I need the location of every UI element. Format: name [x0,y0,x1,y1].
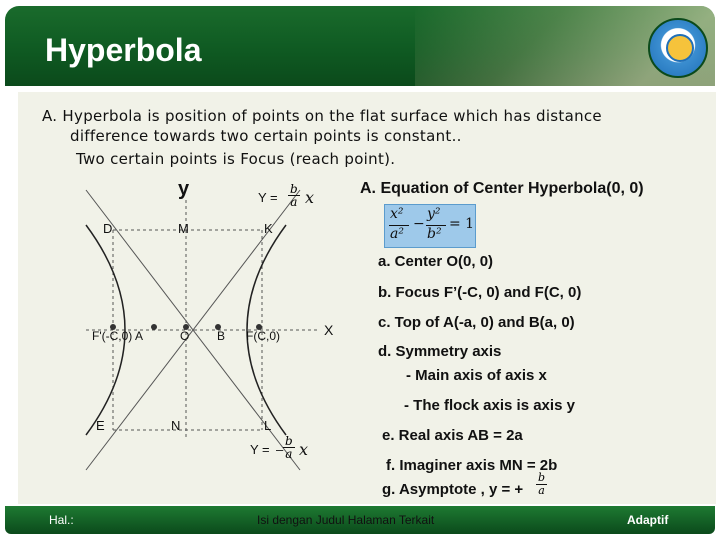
asymptote-top-fraction [288,183,300,208]
point-k-label: K [264,221,273,236]
item-d-main-axis: - Main axis of axis x [406,367,547,384]
point-m-label: M [178,221,189,236]
item-g-fraction [536,472,547,497]
origin-label: O [180,329,190,343]
footer-page-label: Hal.: [49,513,74,527]
asymptote-bottom-fraction [283,435,295,460]
eq-a-squared: a² [390,226,404,242]
footer-page-title: Isi dengan Judul Halaman Terkait [257,513,435,527]
point-d-label: D [103,221,113,236]
asymptote-bottom-den: a [285,447,293,461]
item-g-num: b [538,471,546,484]
item-g: g. Asymptote , y = + [382,481,524,498]
asymptote-bottom-sign: – [276,442,284,457]
item-f: f. Imaginer axis MN = 2b [386,457,558,474]
x-axis-label: X [324,322,334,338]
item-g-den: a [538,484,545,497]
intro-line-3: Two certain points is Focus (reach point). [76,150,396,168]
point-e-label: E [96,418,105,433]
eq-minus: − [413,216,425,232]
asymptote-top-den: a [290,195,298,209]
focus-right-label: F(C,0) [246,329,280,343]
equation-box [384,204,476,248]
footer-adaptif: Adaptif [627,513,669,527]
item-d-flock-axis: - The flock axis is axis y [404,397,575,414]
point-n-label: N [171,418,181,433]
eq-y-squared: y² [427,206,441,222]
item-a: a. Center O(0, 0) [378,253,494,270]
asymptote-top-prefix: Y = [258,190,278,205]
asymptote-bottom-num: b [285,434,293,448]
page-title: Hyperbola [45,32,202,68]
focus-left-label: F'(-C,0) A [92,329,143,343]
item-b: b. Focus F’(-C, 0) and F(C, 0) [378,284,582,301]
asymptote-bottom-prefix: Y = [250,442,270,457]
asymptote-bottom-var: x [299,440,309,459]
intro-line-2: difference towards two certain points is constant.. [70,127,462,145]
eq-rhs: = 1 [449,216,475,232]
item-e: e. Real axis AB = 2a [382,427,523,444]
vertex-a-dot [151,324,157,330]
intro-line-1: A. Hyperbola is position of points on the flat surface which has distance [42,107,602,125]
vertex-b-label: B [217,329,226,343]
point-l-label: L [264,418,272,433]
eq-x-squared: x² [390,206,404,222]
item-d: d. Symmetry axis [378,343,502,360]
eq-b-squared: b² [427,226,442,242]
item-c: c. Top of A(-a, 0) and B(a, 0) [378,314,575,331]
y-axis-label: y [178,178,190,200]
asymptote-top-num: b [290,182,298,196]
footer-bar [5,506,715,534]
equation-heading: A. Equation of Center Hyperbola(0, 0) [360,180,644,197]
asymptote-top-var: x [305,188,315,207]
